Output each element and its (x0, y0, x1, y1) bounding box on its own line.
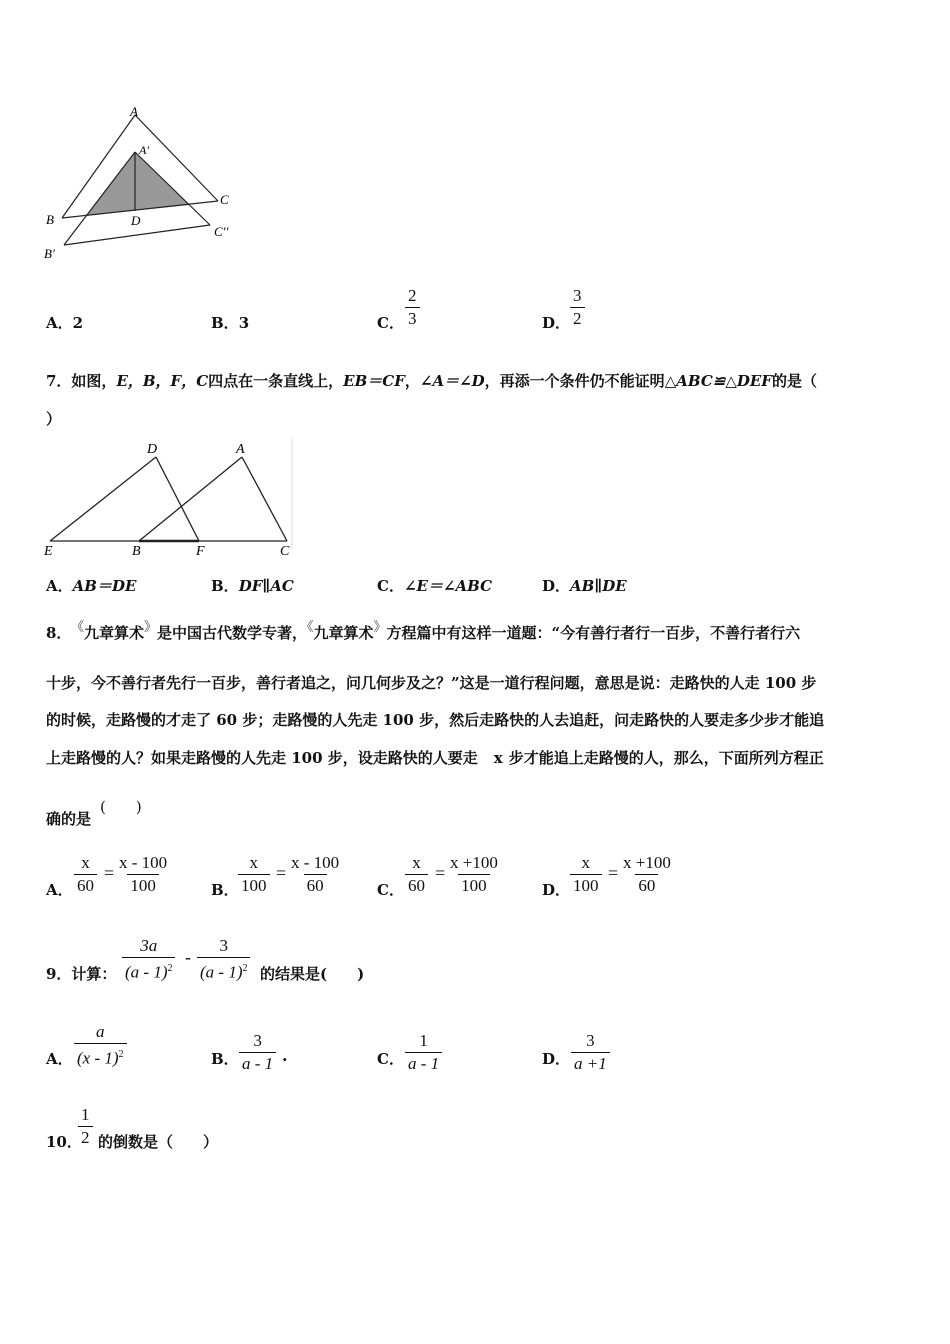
line-BA (139, 457, 242, 541)
exponent: 2 (167, 963, 173, 974)
label-F: F (196, 544, 205, 559)
fraction-numerator: x (581, 853, 590, 872)
q8-variable-x: x (493, 749, 503, 767)
q7-option-d[interactable] (542, 575, 627, 596)
fraction-numerator: a (96, 1022, 105, 1041)
fraction-numerator: x +100 (450, 853, 498, 872)
q8-option-b-equals: = (276, 863, 287, 883)
line-ED (50, 457, 156, 541)
q9-option-b-period: . (282, 1046, 288, 1065)
line-B1C1 (64, 225, 210, 245)
q9-option-c-label: C． (377, 1050, 404, 1068)
fraction-denominator: 60 (304, 874, 327, 897)
q9-option-d[interactable] (542, 1048, 570, 1069)
q8-option-c-right-fraction (447, 852, 501, 897)
q9-fraction-2 (197, 935, 250, 984)
q8-option-c-equals: = (435, 863, 446, 883)
q8-option-b-right-fraction (288, 852, 342, 897)
label-B: B (132, 544, 141, 559)
q8-option-b-label: B． (211, 881, 239, 899)
q8-question-line3: 的时候，走路慢的才走了 60 步；走路慢的人先走 100 步，然后走路快的人去追赶，问走路快的人要走多少步才能追 (46, 711, 825, 729)
q10-prefix: 10． (46, 1133, 82, 1151)
q6-option-c-label: C． (377, 314, 404, 332)
fraction-numerator: x - 100 (119, 853, 168, 872)
label-C: C (220, 192, 229, 207)
fraction-numerator: 1 (419, 1031, 428, 1050)
q8-option-c[interactable] (377, 879, 404, 900)
q6-option-a[interactable] (46, 312, 83, 333)
q9-option-b[interactable] (211, 1048, 239, 1069)
q9-option-b-fraction (239, 1030, 276, 1075)
q6-option-c[interactable] (377, 312, 404, 333)
q7-option-b-label: B． (211, 577, 239, 595)
q7-option-d-value: AB∥DE (570, 577, 627, 595)
q10-fraction (78, 1104, 93, 1149)
label-B-prime: B' (44, 246, 55, 261)
q6-option-d-label: D． (542, 314, 571, 332)
q8-option-b[interactable] (211, 879, 239, 900)
label-D: D (147, 442, 158, 457)
fraction-denominator: a - 1 (405, 1052, 442, 1075)
q8-question-line4 (46, 747, 824, 768)
q9-option-a-label: A． (46, 1050, 73, 1068)
fraction-numerator: 2 (408, 286, 417, 305)
q8-number: 8． (46, 624, 72, 642)
fraction-denominator: 100 (238, 874, 270, 897)
fraction-denominator: 100 (458, 874, 490, 897)
q7-points: E，B，F，C (116, 372, 209, 390)
q9-fraction-1 (122, 935, 175, 984)
q7-option-c-value: ∠E＝∠ABC (403, 577, 493, 595)
q6-option-b-label: B． (211, 314, 239, 332)
q8-line4-b: 步才能追上走路慢的人，那么，下面所列方程正 (508, 749, 824, 767)
fraction-denominator: (a - 1) (200, 962, 243, 982)
fraction-denominator: 60 (635, 874, 658, 897)
q7-option-a-value: AB＝DE (72, 577, 137, 595)
q7-question-line1 (46, 370, 817, 391)
fraction-numerator: x (412, 853, 421, 872)
q8-question-line2: 十步，今不善行者先行一百步，善行者追之，问几何步及之？”这是一道行程问题，意思是说：走路快的人走 100 步 (46, 674, 817, 692)
q9-prefix: 9．计算： (46, 965, 117, 983)
q8-question-line1 (46, 622, 800, 643)
fraction-denominator: 2 (78, 1126, 93, 1149)
q9-option-a[interactable] (46, 1048, 73, 1069)
fraction-numerator: x +100 (623, 853, 671, 872)
line-AC (242, 457, 287, 541)
book-bracket-open: 《 (307, 620, 314, 635)
q8-question-line5: 确的是 (46, 810, 92, 828)
q8-option-a[interactable] (46, 879, 73, 900)
q8-option-a-right-fraction (116, 852, 170, 897)
exponent: 2 (118, 1049, 124, 1060)
q7-separator: ， (404, 372, 420, 390)
label-A-prime: A' (139, 143, 149, 157)
q8-option-d-label: D． (542, 881, 571, 899)
label-E: E (44, 544, 53, 559)
q8-line1-mid: 是中国古代数学专著， (156, 624, 307, 642)
q7-option-d-label: D． (542, 577, 571, 595)
q8-line4-a: 上走路慢的人？如果走路慢的人先走 100 步，设走路快的人要走 (46, 749, 478, 767)
fraction-denominator: (x - 1) (77, 1048, 119, 1068)
q8-option-a-label: A． (46, 881, 73, 899)
fraction-denominator: 2 (570, 307, 585, 330)
q8-option-a-left-fraction (74, 852, 97, 897)
q8-option-d-equals: = (608, 863, 619, 883)
q9-option-c[interactable] (377, 1048, 404, 1069)
q9-minus: - (185, 947, 191, 967)
q7-given-eq1: EB＝CF (343, 372, 405, 390)
fraction-numerator: x (81, 853, 90, 872)
q9-option-d-fraction (571, 1030, 610, 1075)
fraction-numerator: x - 100 (291, 853, 340, 872)
q7-option-b[interactable] (211, 575, 294, 596)
label-A: A (236, 442, 245, 457)
q9-option-a-fraction (74, 1021, 127, 1070)
q9-option-c-fraction (405, 1030, 442, 1075)
q7-end: 的是（ (771, 372, 817, 390)
fraction-denominator: 60 (74, 874, 97, 897)
q8-answer-paren: ( ) (100, 798, 142, 816)
fraction-numerator: 1 (81, 1105, 90, 1124)
q7-given-eq2: ∠A＝∠D (419, 372, 485, 390)
label-B: B (46, 212, 54, 227)
fraction-denominator: 60 (405, 874, 428, 897)
book-title: 九章算术 (313, 624, 374, 642)
q9-option-d-label: D． (542, 1050, 571, 1068)
book-title: 九章算术 (83, 624, 144, 642)
q7-congruence: △ABC≌△DEF (664, 372, 772, 390)
q8-option-c-left-fraction (405, 852, 428, 897)
q7-option-c-label: C． (377, 577, 404, 595)
fraction-numerator: 3 (573, 286, 582, 305)
fraction-numerator: 3 (219, 936, 228, 955)
q8-line1-rest: 方程篇中有这样一道题：“今有善行者行一百步，不善行者行六 (386, 624, 801, 642)
q10-suffix: 的倒数是（ ） (98, 1133, 219, 1151)
q6-option-b[interactable] (211, 312, 249, 333)
q7-rest: ，再添一个条件仍不能证明 (484, 372, 665, 390)
q7-option-c[interactable] (377, 575, 492, 596)
q6-option-c-fraction (405, 285, 420, 330)
q7-option-a[interactable] (46, 575, 136, 596)
book-bracket-close: 》 (143, 620, 157, 635)
q7-option-b-value: DF∥AC (238, 577, 294, 595)
q6-option-a-label: A． (46, 314, 73, 332)
fraction-denominator: 100 (570, 874, 602, 897)
label-C-double-prime: C'' (214, 224, 229, 239)
q9-option-b-label: B． (211, 1050, 239, 1068)
q6-option-d[interactable] (542, 312, 570, 333)
q7-mid: 四点在一条直线上， (208, 372, 344, 390)
q6-option-a-value: 2 (72, 314, 84, 332)
exponent: 2 (242, 963, 248, 974)
q7-question-line2: ） (46, 410, 62, 428)
fraction-denominator: 3 (405, 307, 420, 330)
fraction-numerator: 3a (140, 936, 158, 955)
fraction-numerator: 3 (253, 1031, 262, 1050)
label-C: C (280, 544, 290, 559)
q8-option-d-right-fraction (620, 852, 674, 897)
fraction-denominator: a - 1 (239, 1052, 276, 1075)
q8-option-d-left-fraction (570, 852, 602, 897)
fraction-denominator: a +1 (571, 1052, 610, 1075)
q7-prefix: 7．如图， (46, 372, 117, 390)
q8-option-d[interactable] (542, 879, 570, 900)
fraction-numerator: 3 (586, 1031, 595, 1050)
q7-option-a-label: A． (46, 577, 73, 595)
book-bracket-close: 》 (373, 620, 387, 635)
q8-option-b-left-fraction (238, 852, 270, 897)
book-bracket-open: 《 (77, 620, 84, 635)
figure-q7-triangles (44, 437, 294, 559)
figure-q6-triangles (40, 105, 250, 265)
q9-suffix: 的结果是( ) (260, 965, 365, 983)
fraction-denominator: (a - 1) (125, 962, 168, 982)
q6-option-b-value: 3 (238, 314, 250, 332)
fraction-numerator: x (249, 853, 258, 872)
line-DF (156, 457, 199, 541)
q8-option-c-label: C． (377, 881, 404, 899)
q8-option-a-equals: = (104, 863, 115, 883)
fraction-denominator: 100 (127, 874, 159, 897)
q6-option-d-fraction (570, 285, 585, 330)
label-A: A (130, 105, 138, 119)
label-D: D (131, 213, 141, 228)
